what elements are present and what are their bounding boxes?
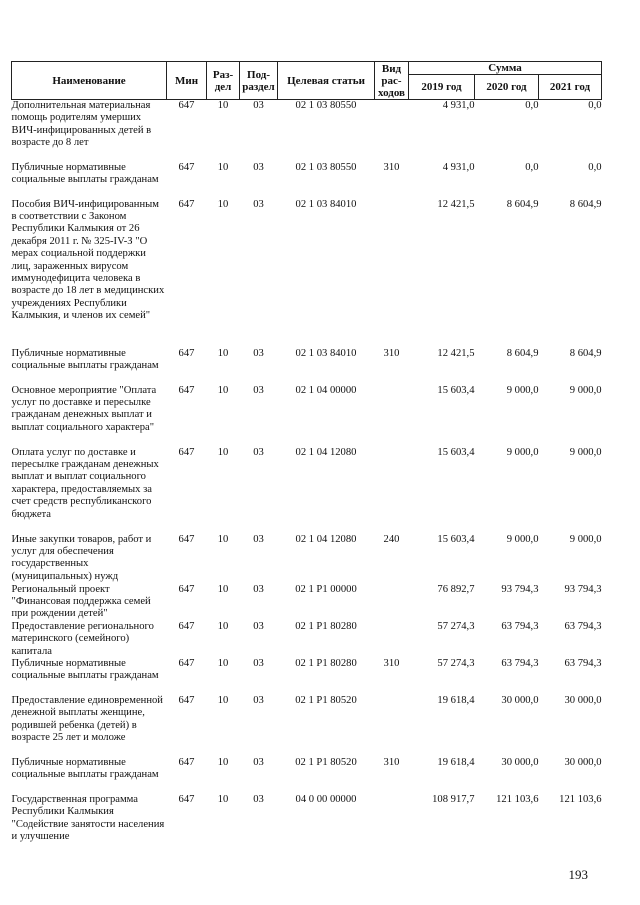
- row-sum-2019: 12 421,5: [437, 347, 475, 359]
- row-podrazdel: 03: [253, 793, 264, 805]
- table-row: [12, 447, 602, 534]
- table-row: [12, 348, 602, 385]
- row-podrazdel: 03: [253, 583, 264, 595]
- table-row: [12, 695, 602, 757]
- row-name: Государственная программа Республики Калмыкия "Содействие занятости населения и улучшение: [11, 793, 165, 843]
- row-podrazdel: 03: [253, 384, 264, 396]
- row-target-article: 02 1 04 00000: [295, 384, 357, 396]
- row-name: Региональный проект "Финансовая поддержка семей при рождении детей": [11, 583, 151, 620]
- row-min: 647: [178, 620, 195, 632]
- row-min: 647: [178, 756, 195, 768]
- row-min: 647: [178, 793, 195, 805]
- row-min: 647: [178, 100, 195, 111]
- row-sum-2019: 108 917,7: [432, 793, 475, 805]
- page-number: 193: [568, 867, 588, 882]
- row-podrazdel: 03: [253, 756, 264, 768]
- budget-table: [11, 61, 602, 844]
- row-razdel: 10: [217, 657, 229, 669]
- row-name: Оплата услуг по доставке и пересылке гражданам денежных выплат и выплат социального характера, предоставляемых за счет средств республиканского бюджета: [11, 446, 159, 520]
- row-expense-type: 310: [383, 347, 400, 359]
- row-min: 647: [178, 533, 195, 545]
- row-sum-2020: 9 000,0: [506, 446, 539, 458]
- row-sum-2020: 93 794,3: [501, 583, 539, 595]
- row-target-article: 02 1 P1 00000: [295, 583, 357, 595]
- row-min: 647: [178, 694, 195, 706]
- row-sum-2020: 8 604,9: [506, 347, 539, 359]
- row-razdel: 10: [217, 384, 229, 396]
- row-sum-2020: 8 604,9: [506, 198, 539, 210]
- row-podrazdel: 03: [253, 446, 264, 458]
- row-target-article: 02 1 04 12080: [295, 533, 357, 545]
- header-min: Мин: [167, 62, 207, 100]
- row-name: Пособия ВИЧ-инфицированным в соответствии с Законом Республики Калмыкия от 26 декабря 2011 г. № 325-IV-З "О мерах социальной поддержки лиц, зараженных вирусом иммунодефицита человека в возрасте до 18 лет в медицинских учреждениях Республики Калмыкия, и членов их семей": [11, 198, 165, 322]
- row-sum-2019: 19 618,4: [437, 694, 475, 706]
- row-expense-type: 240: [383, 533, 400, 545]
- row-expense-type: [375, 695, 409, 757]
- row-sum-2019: 15 603,4: [437, 446, 475, 458]
- row-sum-2021: 63 794,3: [564, 620, 602, 632]
- row-sum-2021: 9 000,0: [569, 446, 602, 458]
- row-sum-2020: 30 000,0: [501, 694, 539, 706]
- row-podrazdel: 03: [253, 620, 264, 632]
- row-target-article: 02 1 03 80550: [295, 100, 357, 111]
- row-razdel: 10: [217, 583, 229, 595]
- table-header: [12, 62, 602, 100]
- row-target-article: 02 1 P1 80520: [295, 694, 357, 706]
- row-name: Дополнительная материальная помощь родителям умерших ВИЧ-инфицированных детей в возрасте до 8 лет: [11, 100, 152, 149]
- header-year-2021: 2021 год: [539, 75, 602, 100]
- row-min: 647: [178, 347, 195, 359]
- row-sum-2019: 4 931,0: [442, 161, 475, 173]
- row-sum-2021: 8 604,9: [569, 347, 602, 359]
- row-sum-2021: 30 000,0: [564, 694, 602, 706]
- header-year-2020: 2020 год: [475, 75, 539, 100]
- row-name: Публичные нормативные социальные выплаты гражданам: [11, 756, 159, 781]
- row-razdel: 10: [217, 198, 229, 210]
- row-razdel: 10: [217, 347, 229, 359]
- table-row: [12, 621, 602, 658]
- row-sum-2020: 30 000,0: [501, 756, 539, 768]
- row-podrazdel: 03: [253, 694, 264, 706]
- header-target-article: Целевая статьи: [278, 62, 375, 100]
- header-name: Наименование: [12, 62, 167, 100]
- row-expense-type: [375, 385, 409, 447]
- row-sum-2020: 63 794,3: [501, 620, 539, 632]
- row-razdel: 10: [217, 620, 229, 632]
- row-sum-2020: 9 000,0: [506, 384, 539, 396]
- row-min: 647: [178, 161, 195, 173]
- row-name: Основное мероприятие "Оплата услуг по доставке и пересылке гражданам денежных выплат и выплат социального характера": [11, 384, 157, 433]
- table-row: [12, 658, 602, 695]
- row-target-article: 02 1 03 84010: [295, 347, 357, 359]
- table-row: [12, 584, 602, 621]
- row-sum-2019: 12 421,5: [437, 198, 475, 210]
- row-razdel: 10: [217, 100, 229, 111]
- row-min: 647: [178, 446, 195, 458]
- row-min: 647: [178, 657, 195, 669]
- row-podrazdel: 03: [253, 657, 264, 669]
- row-name: Публичные нормативные социальные выплаты гражданам: [11, 161, 159, 185]
- row-name: Предоставление регионального материнского (семейного) капитала: [11, 620, 154, 657]
- row-sum-2020: 63 794,3: [501, 657, 539, 669]
- row-podrazdel: 03: [253, 161, 264, 173]
- row-sum-2021: 30 000,0: [564, 756, 602, 768]
- table-row: [12, 757, 602, 794]
- row-expense-type: [375, 794, 409, 844]
- header-sum: Сумма: [409, 62, 602, 75]
- row-sum-2020: 9 000,0: [506, 533, 539, 545]
- row-sum-2019: 19 618,4: [437, 756, 475, 768]
- row-sum-2021: 0,0: [588, 100, 602, 111]
- row-podrazdel: 03: [253, 533, 264, 545]
- row-min: 647: [178, 384, 195, 396]
- table-row: [12, 385, 602, 447]
- row-target-article: 02 1 03 80550: [295, 161, 357, 173]
- row-expense-type: [375, 584, 409, 621]
- row-name: Публичные нормативные социальные выплаты гражданам: [11, 347, 159, 371]
- row-expense-type: [375, 100, 409, 162]
- row-razdel: 10: [217, 793, 229, 805]
- row-razdel: 10: [217, 533, 229, 545]
- row-sum-2021: 93 794,3: [564, 583, 602, 595]
- row-sum-2021: 9 000,0: [569, 533, 602, 545]
- row-podrazdel: 03: [253, 198, 264, 210]
- row-name: Иные закупки товаров, работ и услуг для обеспечения государственных (муниципальных) нужд: [11, 533, 152, 582]
- row-target-article: 04 0 00 00000: [295, 793, 357, 805]
- header-year-2019: 2019 год: [409, 75, 475, 100]
- row-razdel: 10: [217, 694, 229, 706]
- row-sum-2019: 57 274,3: [437, 657, 475, 669]
- row-expense-type: [375, 199, 409, 348]
- row-expense-type: [375, 621, 409, 658]
- row-expense-type: 310: [383, 657, 400, 669]
- row-podrazdel: 03: [253, 100, 264, 111]
- row-min: 647: [178, 583, 195, 595]
- row-sum-2019: 15 603,4: [437, 384, 475, 396]
- row-name: Публичные нормативные социальные выплаты гражданам: [11, 657, 159, 682]
- row-sum-2021: 63 794,3: [564, 657, 602, 669]
- row-target-article: 02 1 P1 80280: [295, 657, 357, 669]
- row-sum-2019: 76 892,7: [437, 583, 475, 595]
- row-sum-2021: 8 604,9: [569, 198, 602, 210]
- table-row: [12, 534, 602, 584]
- table-row: [12, 162, 602, 199]
- table-row: [12, 199, 602, 348]
- row-name: Предоставление единовременной денежной выплаты женщине, родившей ребенка (детей) в возрасте 25 лет и моложе: [11, 694, 163, 744]
- table-row: [12, 100, 602, 162]
- row-sum-2021: 9 000,0: [569, 384, 602, 396]
- header-razdel: Раз- дел: [207, 62, 240, 100]
- row-target-article: 02 1 P1 80280: [295, 620, 357, 632]
- row-target-article: 02 1 P1 80520: [295, 756, 357, 768]
- row-razdel: 10: [217, 446, 229, 458]
- row-expense-type: 310: [383, 756, 400, 768]
- row-target-article: 02 1 04 12080: [295, 446, 357, 458]
- row-sum-2019: 57 274,3: [437, 620, 475, 632]
- row-expense-type: 310: [383, 161, 400, 173]
- table-body: [12, 100, 602, 844]
- header-podrazdel: Под- раздел: [240, 62, 278, 100]
- row-sum-2020: 0,0: [525, 100, 539, 111]
- row-expense-type: [375, 447, 409, 534]
- row-target-article: 02 1 03 84010: [295, 198, 357, 210]
- row-sum-2019: 4 931,0: [442, 100, 475, 111]
- row-razdel: 10: [217, 161, 229, 173]
- row-sum-2019: 15 603,4: [437, 533, 475, 545]
- row-min: 647: [178, 198, 195, 210]
- row-sum-2021: 0,0: [588, 161, 602, 173]
- row-sum-2021: 121 103,6: [559, 793, 602, 805]
- header-expense-type: Вид рас- ходов: [375, 62, 409, 100]
- row-sum-2020: 121 103,6: [496, 793, 539, 805]
- row-razdel: 10: [217, 756, 229, 768]
- row-sum-2020: 0,0: [525, 161, 539, 173]
- table-row: [12, 794, 602, 844]
- row-podrazdel: 03: [253, 347, 264, 359]
